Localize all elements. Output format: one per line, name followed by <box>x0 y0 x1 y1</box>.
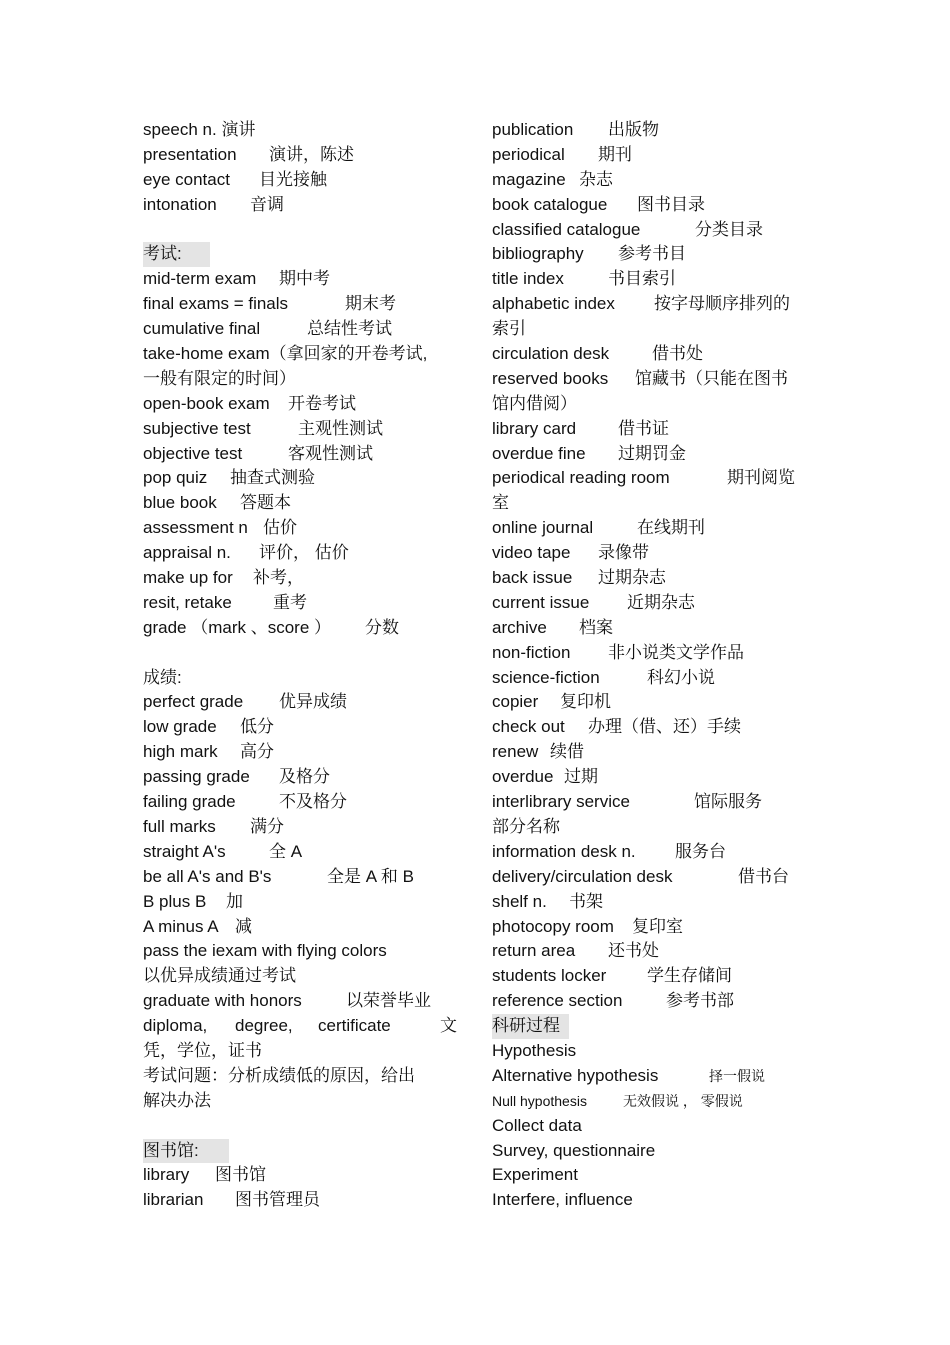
entry-eye-contact: eye contact 目光接触 <box>143 169 327 189</box>
right-column <box>492 118 802 1213</box>
section-heading-exam: 考试: <box>143 242 461 267</box>
entry-book-catalogue: book catalogue 图书目录 <box>492 194 705 214</box>
entry-presentation: presentation 演讲，陈述 <box>143 144 354 164</box>
entry-reserved-books-cont: 馆内借阅） <box>492 393 577 413</box>
entry-title-index: title index 书目索引 <box>492 269 676 289</box>
entry-straight-as: straight A's 全 A <box>143 841 303 861</box>
entry-return-area: return area 还书处 <box>492 941 659 961</box>
entry-librarian: librarian 图书管理员 <box>143 1190 320 1210</box>
entry-finals: final exams = finals 期末考 <box>143 294 396 314</box>
entry-publication: publication 出版物 <box>492 120 659 139</box>
entry-takehome: take-home exam（拿回家的开卷考试, <box>143 344 428 364</box>
left-column <box>143 118 461 1213</box>
entry-video-tape: video tape 录像带 <box>492 543 649 563</box>
entry-diploma: diploma, degree, certificate 文 <box>143 1016 457 1036</box>
entry-overdue: overdue 过期 <box>492 767 598 787</box>
entry-objective: objective test 客观性测试 <box>143 443 373 463</box>
entry-resit: resit, retake 重考 <box>143 592 307 612</box>
entry-exam-question-cont: 解决办法 <box>143 1090 211 1110</box>
entry-b-plus: B plus B 加 <box>143 891 243 911</box>
entry-archive: archive 档案 <box>492 617 613 637</box>
entry-back-issue: back issue 过期杂志 <box>492 568 666 588</box>
entry-subjective: subjective test 主观性测试 <box>143 418 383 438</box>
entry-check-out: check out 办理（借、还）手续 <box>492 717 741 737</box>
entry-null-hypothesis: Null hypothesis 无效假说 ， 零假说 <box>492 1092 743 1109</box>
entry-takehome-cont: 一般有限定的时间） <box>143 368 296 388</box>
entry-graduate-honors: graduate with honors 以荣誉毕业 <box>143 991 431 1011</box>
entry-appraisal: appraisal n. 评价， 估价 <box>143 543 349 563</box>
entry-cumulative: cumulative final 总结性考试 <box>143 319 392 339</box>
entry-pass-flying-colors-cont: 以优异成绩通过考试 <box>143 966 296 986</box>
section-heading-research: 科研过程 <box>492 1014 802 1039</box>
entry-all-as-bs: be all A's and B's 全是 A 和 B <box>143 866 414 886</box>
entry-current-issue: current issue 近期杂志 <box>492 592 695 612</box>
entry-hypothesis: Hypothesis <box>492 1040 577 1060</box>
entry-library-card: library card 借书证 <box>492 418 669 438</box>
entry-interfere: Interfere, influence <box>492 1190 633 1210</box>
entry-library: library 图书馆 <box>143 1165 266 1185</box>
entry-online-journal: online journal 在线期刊 <box>492 518 705 538</box>
entry-students-locker: students locker 学生存储间 <box>492 966 732 986</box>
section-heading-library: 图书馆: <box>143 1139 461 1164</box>
entry-openbook: open-book exam 开卷考试 <box>143 393 356 413</box>
entry-make-up: make up for 补考， <box>143 568 304 588</box>
entry-failing-grade: failing grade 不及格分 <box>143 792 347 812</box>
entry-reference-section: reference section 参考书部 <box>492 991 734 1011</box>
entry-overdue-fine: overdue fine 过期罚金 <box>492 443 686 463</box>
entry-interlibrary-service: interlibrary service 馆际服务 <box>492 792 762 812</box>
entry-intonation: intonation 音调 <box>143 194 284 214</box>
entry-diploma-cont: 凭，学位，证书 <box>143 1040 262 1060</box>
entry-periodical-reading-room-cont: 室 <box>492 493 509 513</box>
entry-pass-flying-colors: pass the iexam with flying colors <box>143 941 387 961</box>
entry-bibliography: bibliography 参考书目 <box>492 244 686 264</box>
entry-low-grade: low grade 低分 <box>143 717 274 737</box>
section-heading-grades: 成绩: <box>143 667 182 687</box>
entry-periodical-reading-room: periodical reading room 期刊阅览 <box>492 468 795 488</box>
entry-non-fiction: non-fiction 非小说类文学作品 <box>492 642 744 662</box>
entry-shelf: shelf n. 书架 <box>492 891 603 911</box>
entry-blue-book: blue book 答题本 <box>143 493 291 513</box>
entry-alphabetic-index-cont: 索引 <box>492 319 526 339</box>
entry-high-mark: high mark 高分 <box>143 742 274 762</box>
entry-magazine: magazine 杂志 <box>492 169 613 189</box>
entry-alternative-hypothesis: Alternative hypothesis 择一假说 <box>492 1065 765 1085</box>
entry-grade: grade （mark 、score ） 分数 <box>143 617 399 637</box>
entry-a-minus: A minus A 减 <box>143 916 252 936</box>
entry-passing-grade: passing grade 及格分 <box>143 767 330 787</box>
entry-experiment: Experiment <box>492 1165 578 1185</box>
entry-part-names: 部分名称 <box>492 816 560 836</box>
entry-midterm: mid-term exam 期中考 <box>143 269 330 289</box>
entry-delivery-desk: delivery/circulation desk 借书台 <box>492 866 789 886</box>
entry-exam-question: 考试问题：分析成绩低的原因，给出 <box>143 1065 415 1085</box>
entry-survey: Survey, questionnaire <box>492 1140 656 1160</box>
entry-reserved-books: reserved books 馆藏书（只能在图书 <box>492 368 788 388</box>
entry-classified-catalogue: classified catalogue 分类目录 <box>492 219 763 239</box>
entry-full-marks: full marks 满分 <box>143 816 284 836</box>
entry-science-fiction: science-fiction 科幻小说 <box>492 667 715 687</box>
entry-perfect-grade: perfect grade 优异成绩 <box>143 692 347 712</box>
entry-circulation-desk: circulation desk 借书处 <box>492 344 703 364</box>
entry-renew: renew 续借 <box>492 742 584 762</box>
entry-photocopy-room: photocopy room 复印室 <box>492 916 683 936</box>
entry-alphabetic-index: alphabetic index 按字母顺序排列的 <box>492 294 790 314</box>
entry-periodical: periodical 期刊 <box>492 144 632 164</box>
entry-collect-data: Collect data <box>492 1115 582 1135</box>
entry-assessment: assessment n 估价 <box>143 518 297 538</box>
entry-information-desk: information desk n. 服务台 <box>492 841 726 861</box>
entry-pop-quiz: pop quiz 抽查式测验 <box>143 468 315 488</box>
entry-speech: speech n. 演讲 <box>143 120 256 139</box>
entry-copier: copier 复印机 <box>492 692 611 712</box>
